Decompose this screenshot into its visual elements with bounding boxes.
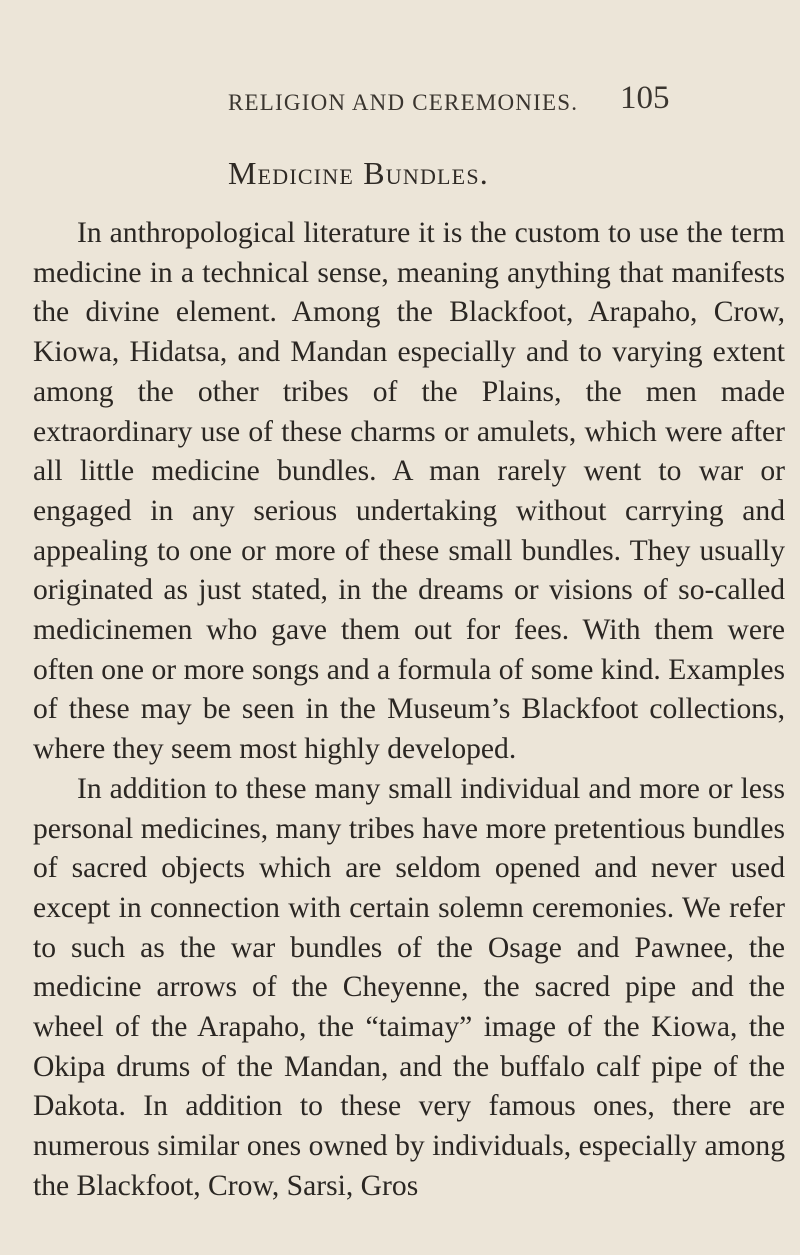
paragraph-1: In anthropological literature it is the custom to use the term medicine in a technical sense, meaning anything that manifests the divine element. Among the Blackfoot, Arapaho, Crow, Kiowa, Hidatsa, and Mandan especially and to varying extent among the other tribes of the Plains, the men made extraordinary use of these charms or amulets, which were after all little medicine bundles. A man rarely went to war or engaged in any serious undertaking without carrying and appealing to one or more of these small bundles. They usually originated as just stated, in the dreams or visions of so-called medicinemen who gave them out for fees. With them were often one or more songs and a formula of some kind. Examples of these may be seen in the Museum’s Blackfoot collections, where they seem most highly developed. [33,217,785,766]
section-title: Medicine Bundles. [228,155,489,191]
body-text [33,214,785,1207]
paragraph-2: In addition to these many small individual and more or less personal medicines, many tribes have more pretentious bundles of sacred objects which are seldom opened and never used except in connection with certain solemn ceremonies. We refer to such as the war bundles of the Osage and Pawnee, the medicine arrows of the Cheyenne, the sacred pipe and the wheel of the Arapaho, the “taimay” image of the Kiowa, the Okipa drums of the Mandan, and the buffalo calf pipe of the Dakota. In addition to these very famous ones, there are numerous similar ones owned by individuals, especially among the Blackfoot, Crow, Sarsi, Gros [33,772,785,1202]
running-head: RELIGION AND CEREMONIES. [228,90,579,115]
page-number: 105 [620,80,670,116]
